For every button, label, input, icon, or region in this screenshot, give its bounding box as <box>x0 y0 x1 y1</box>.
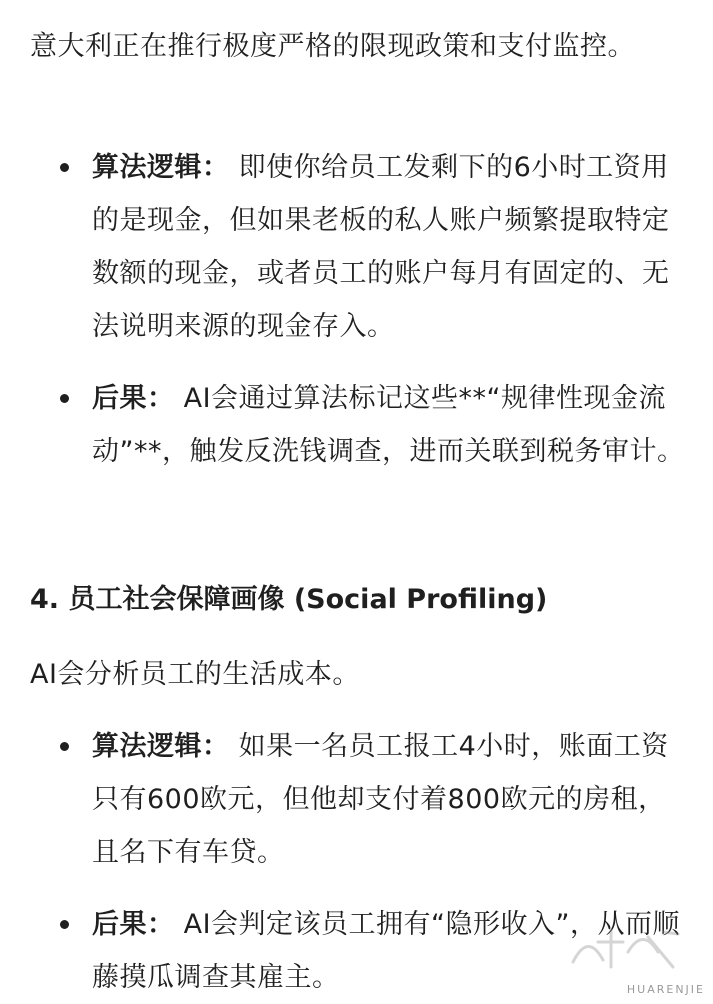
bullet-dot-icon <box>60 920 69 929</box>
bullet-dot-icon <box>60 394 69 403</box>
bullet-label: 后果： <box>92 383 175 414</box>
section-heading: 4. 员工社会保障画像 (Social Profiling) <box>30 584 548 615</box>
bullet-text: AI会通过算法标记这些**“规律性现金流动”**，触发反洗钱调查，进而关联到税务审计。 <box>92 383 685 467</box>
list-item <box>92 141 687 353</box>
list-item <box>92 720 687 879</box>
watermark-text: HUARENJIE <box>626 983 705 996</box>
bullet-label: 后果： <box>92 909 175 940</box>
bullet-text: 即使你给员工发剩下的6小时工资用的是现金，但如果老板的私人账户频繁提取特定数额的现金，或者员工的账户每月有固定的、无法说明来源的现金存入。 <box>92 152 670 342</box>
intro-paragraph: 意大利正在推行极度严格的限现政策和支付监控。 <box>30 31 635 62</box>
bullet-text: AI会判定该员工拥有“隐形收入”，从而顺藤摸瓜调查其雇主。 <box>92 909 681 993</box>
bullet-label: 算法逻辑： <box>92 152 230 183</box>
bullet-dot-icon <box>60 742 69 751</box>
section-intro: AI会分析员工的生活成本。 <box>30 659 360 690</box>
bullet-label: 算法逻辑： <box>92 731 230 762</box>
bullet-dot-icon <box>60 163 69 172</box>
bullet-text: 如果一名员工报工4小时，账面工资只有600欧元，但他却支付着800欧元的房租，且名下有车贷。 <box>92 731 669 868</box>
list-item <box>92 372 687 478</box>
watermark-logo-icon <box>553 922 703 992</box>
